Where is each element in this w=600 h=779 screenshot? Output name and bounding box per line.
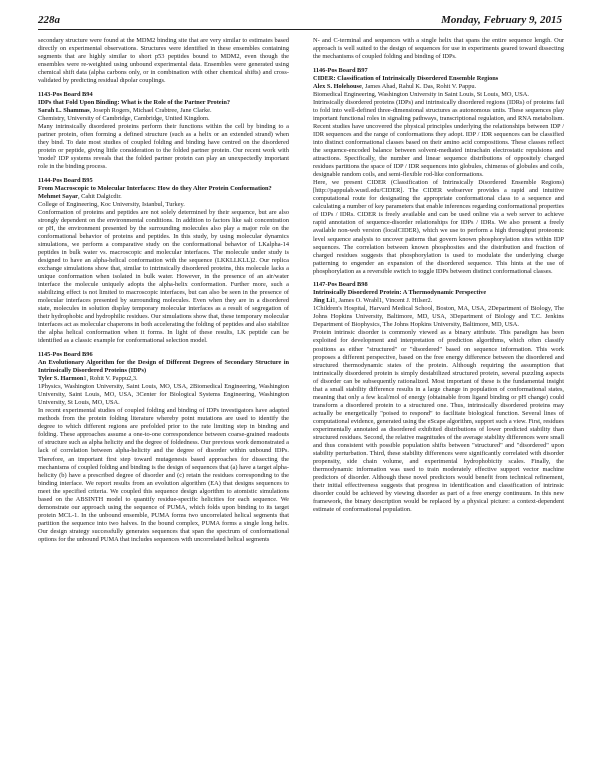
abstract-1143	[38, 91, 289, 171]
abstract-title: IDPs that Fold Upon Binding: What is the Role of the Partner Protein?	[38, 98, 231, 106]
page-number: 228a	[38, 14, 60, 26]
abstract-id: 1146-Pos Board B97	[313, 66, 368, 74]
co-authors: , Joseph Rogers, Michael Crabtree, Jane Clarke.	[89, 106, 212, 114]
abstract-body: In recent experimental studies of coupled folding and binding of IDPs investigators have adapted methods from the protein folding literature whereby point mutations are used to identify the degree to which different regions are prefolded prior to the rate limiting step in binding and folding. These approaches assume a one-to-one correspondence between coarse-grained readouts of structure such as alpha helicity and the degree of foldedness. Our previous work demonstrated a lack of correlation between alpha-helicity and the degree of disorder within unbound IDPs. Therefore, an important first step toward mutagenesis based approaches for dissecting the mechanisms of coupled folding and binding is the design of sequences that (a) have a target alpha-helicity (b) have a prescribed degree of disorder and (c) retain the residues corresponding to the binding interface. We report results from an evolution algorithm (EA) that designs sequences to meet the specified criteria. We coupled this sequence design algorithm to atomistic simulations based on the ABSINTH model to quantify residue-specific helicities for each sequence. We demonstrate our approach using the sequence of PUMA, which folds upon binding to its target protein MCL-1. In the unbound ensemble, PUMA forms two uncorrelated helical segments that partition the sequence into two halves. In the bound complex, PUMA forms a single long helix. Our design strategy successfully generates sequences that span the spectrum of conformational options for the unbound PUMA that includes sequences with uncorrelated helical segments	[38, 407, 289, 543]
abstract-body: Protein intrinsic disorder is commonly viewed as a binary attribute. This paradigm has been exploited for development and interpretation of prediction algorithms, which often classify positions as either "structured" or "disordered" based on sequence information. This work proposes a different perspective, based on the free energy difference between the disordered and structured thermodynamic states of the protein. Although requiring the assumption that intrinsically disordered protein is simply destabilized structured protein, several puzzling aspects of disorder can be subsequently rationalized. Most important of these is the fundamental insight that a small stability difference results in a large change in population of conformational states, meaning that only a few kcal/mol of energy (obtainable from ligand binding or pH change) could transform a disordered protein to a structured one. Thus, intrinsically disordered proteins may actually be energetically "poised to respond" to facilitate biological function. Several lines of computational evidence, generated using the eScape algorithm, support such a view. First, residues experimentally annotated as disordered exhibited distributions of lower predicted stability than structured residues. Second, the relative magnitudes of the average stability differences were small and thus consistent with possible population shifts between "structured" and "disordered" upon stability perturbation. Third, these stability differences were significantly correlated with disorder propensity, side chain volume, and experimental hydrophobicity scales. Finally, the thermodynamic information was used to train moderately effective support vector machine predictors of disorder. Although these novel predictors would benefit from technical refinement, their initial effectiveness suggests that progress in identification and classification of intrinsic disorder could be achieved by viewing disorder as part of a free energy continuum. In this new framework, the binary description would be replaced by a physical picture: a context-dependent estimate of conformational population.	[313, 329, 564, 514]
abstract-id: 1144-Pos Board B95	[38, 176, 93, 184]
abstract-title: An Evolutionary Algorithm for the Design of Different Degrees of Secondary Structure in Intrinsically Disordered Proteins (IDPs)	[38, 358, 289, 374]
lead-author: Sarah L. Shammas	[38, 106, 90, 114]
page-header	[38, 12, 562, 28]
abstract-body: Conformation of proteins and peptides are not solely determined by their sequence, but are also strongly dependent on the environmental conditions. In addition to factors like salt concentration or pH, the environment presented by the surrounding molecules also play a major role on the conformational behavior of proteins and peptides. In this study, by using molecular dynamics simulations, we perform a comparative study on the conformational behavior of LKalpha-14 peptides in bulk water vs. macroscopic and molecular interfaces. The molecule under study is designed to have an alpha-helical conformation with the sequence (LKKLLKLL)2. Our replica exchange simulations show that, similar to intrinsically disordered proteins, this molecule lacks a unique conformation when isolated in bulk water. However, in the presence of an air/water interface the molecule uniquely adopts the alpha-helix conformation. Further more, such a stabilizing effect is not limited to macroscopic interfaces, but can also be seen in the presence of molecular interfaces presented by surrounding molecules. Even when they are in a disordered state, molecules in solution display temporary molecular interfaces as a result of segregation of their hydrophobic and hydrophilic residues. Our simulations show that, these temporary molecular interfaces act as molecular chaperons in both accelerating the folding of peptides and also stabilize the alpha helical conformation when it forms. In light of these results, LK peptide can be identified as a classic example for conformational selection model.	[38, 208, 289, 345]
continued-paragraph: secondary structure were found at the MDM2 binding site that are very similar to estimates based directly on experimental observations. Structures were identified in these ensembles containing segments that are highly similar to short p53 peptides bound to MDM2, even though the ensembles were re-weighted using unbound experimental data. Ensembles were generated using chemical shift data (alpha carbons only, or in combination with other chemical shifts) and cross-validated by predicting residual dipolar couplings.	[38, 37, 289, 85]
lead-author: Jing Li	[313, 297, 333, 305]
abstract-title: Intrinsically Disordered Protein: A Thermodynamic Perspective	[313, 289, 487, 297]
abstract-1146	[313, 67, 564, 276]
abstract-authors	[38, 375, 289, 383]
abstract-id: 1143-Pos Board B94	[38, 90, 93, 98]
co-authors: , Cahit Dalgicdir.	[78, 192, 122, 200]
abstract-affiliation: 1Children's Hospital, Harvard Medical School, Boston, MA, USA, 2Department of Biology, The Johns Hopkins University, Baltimore, MD, USA, 3Department of Biology and T.C. Jenkins Department of Biophysics, The Johns Hopkins University, Baltimore, MD, USA.	[313, 305, 564, 329]
abstract-id: 1147-Pos Board B98	[313, 281, 368, 289]
co-authors: , James Ahad, Rahul K. Das, Rohit V. Pappu.	[361, 82, 477, 90]
left-column	[38, 37, 289, 769]
right-column	[313, 37, 564, 769]
abstract-1147	[313, 281, 564, 514]
abstract-affiliation: Biomedical Engineering, Washington University in Saint Louis, St Louis, MO, USA.	[313, 90, 529, 98]
abstract-body: Many intrinsically disordered proteins perform their functions within the cell by binding to a partner protein, often forming a defined structure (such as a helix or an extended strand) when they bind. To date most studies of coupled folding and binding have centred on the disordered protein or peptide, giving little consideration to the folded partner protein. Our recent work with 'model' IDP systems reveals that the folded partner protein can play an unexpectedly important role in the binding process.	[38, 122, 289, 171]
lead-author: Tyler S. Harmon	[38, 375, 84, 383]
abstract-1145	[38, 351, 289, 544]
abstract-affiliation: 1Physics, Washington University, Saint Louis, MO, USA, 2Biomedical Engineering, Washington University, Saint Louis, MO, USA, 3Center for Biological Systems Engineering, Washington University, St Louis, MO, USA.	[38, 383, 289, 407]
header-rule	[38, 29, 562, 30]
abstract-1144	[38, 177, 289, 346]
co-authors: 1, James O. Wrabl1, Vincent J. Hilser2.	[332, 297, 433, 305]
abstract-title: From Macroscopic to Molecular Interfaces: How do they Alter Protein Conformation?	[38, 184, 272, 192]
abstract-authors	[38, 193, 289, 201]
abstract-id: 1145-Pos Board B96	[38, 350, 93, 358]
lead-author: Alex S. Holehouse	[313, 82, 362, 90]
abstract-authors	[313, 297, 564, 305]
issue-date: Monday, February 9, 2015	[441, 14, 562, 26]
abstract-body-continued: Here, we present CIDER (Classification of Intrinsically Disordered Ensemble Regions) [http://pappulab.wustl.edu/CIDER]. The CIDER webserver provides a rapid and intuitive computational route for designating the appropriate conformational class to a sequence and calculating a number of key parameters that enable inferences regarding conformational properties of IDPs / IDRs. CIDER is freely available and can be used online via a web server to achieve rapid annotation of sequence-disorder relationships for IDPs / IDRs. We also present a freely available non-web version (localCIDER), which we use to perform a high throughput proteomic level sequence analysis to uncover patterns that govern known phosphorylation sites within IDP sequences. The correlation between known phosphosites and the distribution and fraction of charged residues suggests that phosphorylation is used to modulate the underlying charge patterning to engender an expansion of the disordered sequence. This hints at the use of phosphorylation as a reversible switch to toggle IDPs between distinct conformational classes.	[313, 179, 564, 275]
co-authors: 1, Rohit V. Pappu2,3.	[83, 375, 138, 383]
continued-paragraph: N- and C-terminal and sequences with a single helix that spans the entire sequence length. Our approach is well suited to the design of sequences for use in experiments geared toward dissecting the mechanisms of coupled folding and binding of IDPs.	[313, 37, 564, 61]
lead-author: Mehmet Sayar	[38, 192, 78, 200]
abstract-affiliation: Chemistry, University of Cambridge, Cambridge, United Kingdom.	[38, 114, 210, 122]
abstract-affiliation: College of Engineering, Koc University, Istanbul, Turkey.	[38, 200, 185, 208]
abstract-authors	[313, 83, 564, 91]
abstract-title: CIDER: Classification of Intrinsically Disordered Ensemble Regions	[313, 74, 499, 82]
abstract-authors	[38, 107, 289, 115]
abstract-body: Intrinsically disordered proteins (IDPs) and intrinsically disordered regions (IDRs) of proteins fail to fold into well-defined three-dimensional structures as autonomous units. These sequences play important functional roles in signaling pathways, transcriptional regulation, and RNA metabolism. Recent studies have uncovered the physical principles underlying the relationships between IDP / IDR sequences and the range of conformations they adopt. IDP / IDR sequences can be classified into distinct conformational classes based on their amino acid compositions. These classes reflect the sequence-encoded balance between solvent-mediated intrachain electrostatic repulsions and attractions. Specifically, the number and linear sequence distributions of oppositely charged residues partitions the space of IDP / IDR sequences into globules, chimeras of globules and coils, designable random coils, and semi-flexible rod-like conformations.	[313, 98, 564, 179]
